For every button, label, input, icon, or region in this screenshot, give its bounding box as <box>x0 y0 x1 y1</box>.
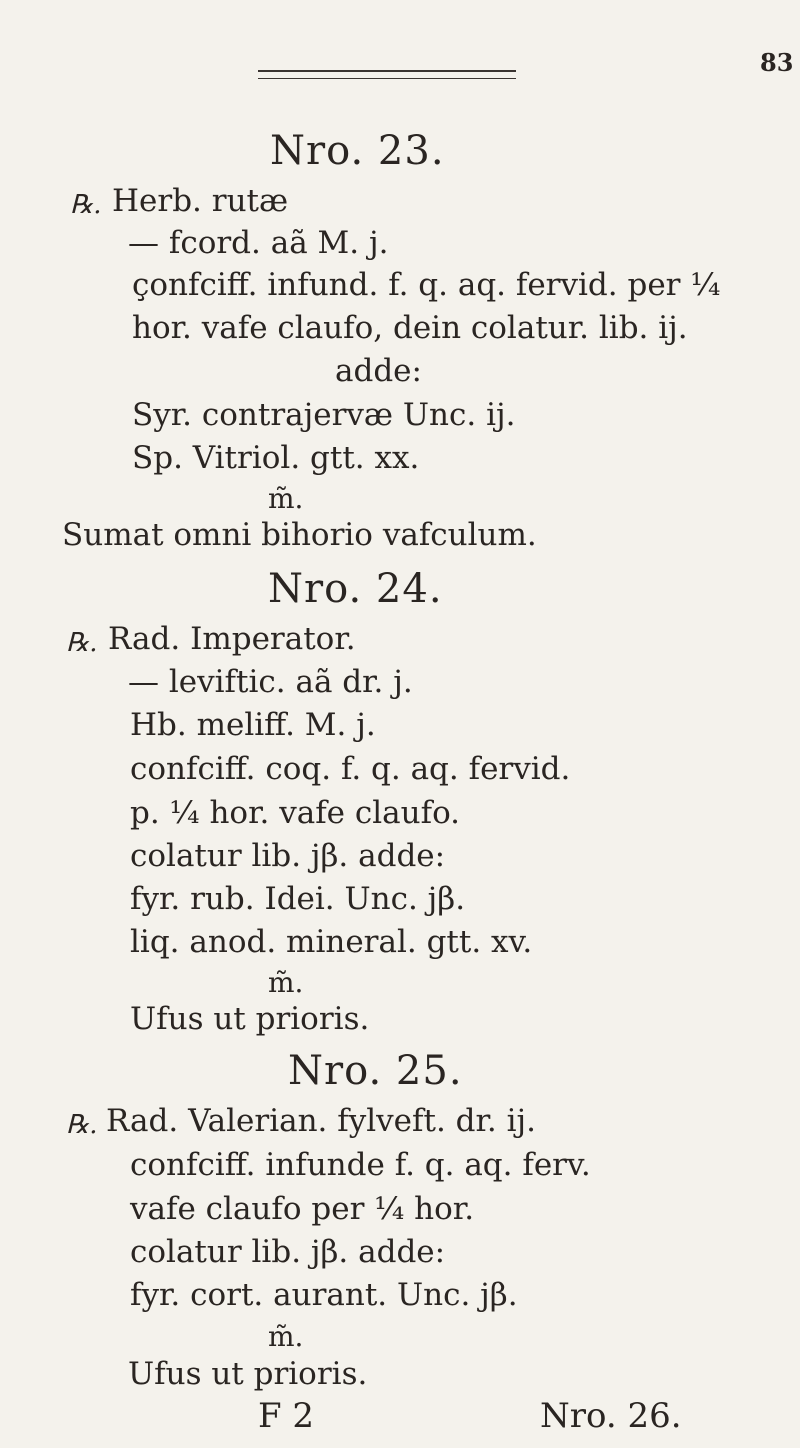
recipe-line: — fcord. aã M. j. <box>128 225 389 261</box>
recipe-line: Ufus ut prioris. <box>128 1356 368 1392</box>
recipe-line: colatur lib. jβ. adde: <box>130 838 446 874</box>
misce-mark: m̃. <box>268 1320 304 1353</box>
recipe-line: çonfciff. infund. f. q. aq. fervid. per ¼ <box>132 267 721 303</box>
signature-mark: F 2 <box>258 1396 315 1436</box>
catchword: Nro. 26. <box>540 1396 682 1436</box>
recipe-line: fyr. rub. Idei. Unc. jβ. <box>130 881 466 917</box>
misce-mark: m̃. <box>268 482 304 515</box>
recipe-line: Syr. contrajervæ Unc. ij. <box>132 397 516 433</box>
recipe-line: liq. anod. mineral. gtt. xv. <box>130 924 533 960</box>
recipe-line: confciff. coq. f. q. aq. fervid. <box>130 751 571 787</box>
recipe-line: fyr. cort. aurant. Unc. jβ. <box>130 1277 518 1313</box>
misce-mark: m̃. <box>268 966 304 999</box>
recipe-line: Rad. Valerian. fylveft. dr. ij. <box>106 1103 537 1139</box>
page-number: 83 <box>760 48 794 77</box>
recipe-line: hor. vafe claufo, dein colatur. lib. ij. <box>132 310 688 346</box>
recipe-symbol: ℞. <box>66 628 98 658</box>
recipe-symbol: ℞. <box>70 190 102 220</box>
recipe-line: Rad. Imperator. <box>108 621 356 657</box>
section-heading: Nro. 23. <box>270 128 445 174</box>
section-heading: Nro. 25. <box>288 1048 463 1094</box>
recipe-line: Sp. Vitriol. gtt. xx. <box>132 440 420 476</box>
recipe-line: vafe claufo per ¼ hor. <box>130 1191 475 1227</box>
recipe-line: p. ¼ hor. vafe claufo. <box>130 795 461 831</box>
header-rule <box>258 70 516 72</box>
recipe-line: colatur lib. jβ. adde: <box>130 1234 446 1270</box>
recipe-line: Hb. meliff. M. j. <box>130 707 376 743</box>
recipe-line: Sumat omni bihorio vafculum. <box>62 517 537 553</box>
recipe-symbol: ℞. <box>66 1110 98 1140</box>
recipe-line: adde: <box>335 353 422 389</box>
recipe-line: confciff. infunde f. q. aq. ferv. <box>130 1147 591 1183</box>
recipe-line: Ufus ut prioris. <box>130 1001 370 1037</box>
section-heading: Nro. 24. <box>268 566 443 612</box>
recipe-line: — leviftic. aã dr. j. <box>128 664 413 700</box>
header-rule-thin <box>258 78 516 79</box>
recipe-line: Herb. rutæ <box>112 183 289 219</box>
